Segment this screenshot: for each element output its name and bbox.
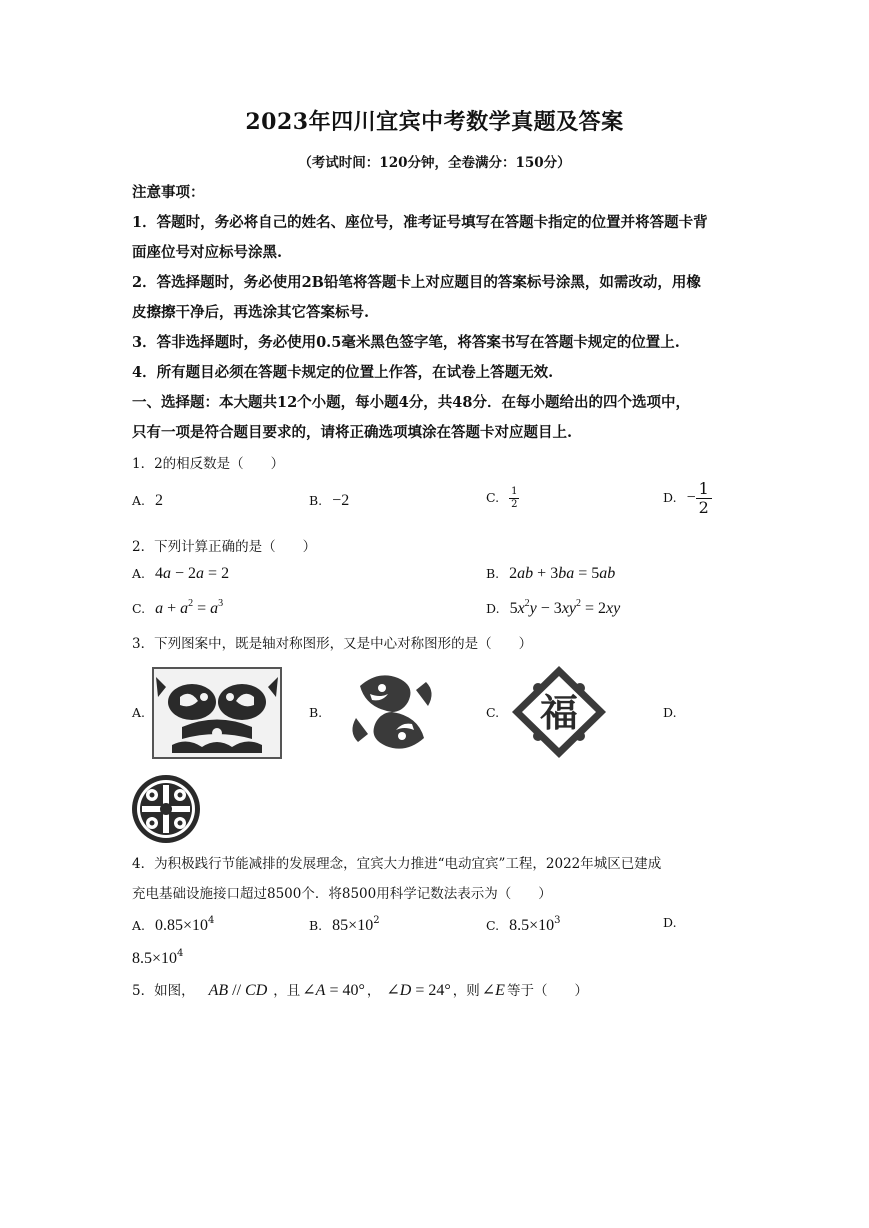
option-label: B. [486,566,500,581]
section-instruction: 只有一项是符合题目要求的，请将正确选项填涂在答题卡对应题目上. [132,424,573,441]
option-value: −2 [332,492,350,509]
q4-option-a [132,915,214,935]
q5-text: ，则 [452,983,480,999]
option-label: C. [486,705,500,720]
expression: ∠A = 40° [302,982,365,999]
q2-option-b [486,565,615,583]
option-value: 85×10 [332,917,374,934]
note-line: 3．答非选择题时，务必使用0.5毫米黑色签字笔，将答案书写在答题卡规定的位置上. [132,334,680,351]
exponent: 3 [554,915,561,926]
q4-option-b [309,915,380,935]
note-line: 皮擦擦干净后，再选涂其它答案标号. [132,304,370,321]
fu-character: 福 [539,691,579,735]
q1-option-c [486,486,519,511]
expression: 4a − 2a = 2 [155,565,230,582]
fu-character-diamond-image [508,662,610,762]
option-label: A. [132,918,146,933]
option-label: C. [132,601,146,616]
expression: $5x^2y - 3xy^2 = 2xy$ [509,598,621,617]
note-line: 1．答题时，务必将自己的姓名、座位号，准考证号填写在答题卡指定的位置并将答题卡背 [132,214,708,231]
exponent: 2 [373,915,380,926]
option-label: C. [486,918,500,933]
q1-option-d [663,480,712,517]
paper-cut-fish-image [152,667,282,759]
q3-option-c-label [486,705,509,721]
option-value: 8.5×10 [509,917,555,934]
option-value: 2 [155,492,164,509]
notes-heading: 注意事项： [132,184,205,201]
q5-text: 等于（ ） [506,983,588,999]
question-3-stem: 3．下列图案中，既是轴对称图形，又是中心对称图形的是（ ） [132,636,533,652]
option-label: D. [486,601,500,616]
expression: ∠D = 24° [386,982,451,999]
exam-info: （考试时间：120分钟，全卷满分：150分） [298,155,571,171]
q5-text: ， [366,983,381,999]
q1-option-a [132,492,163,510]
option-value: 8.5×10 [132,950,178,967]
q5-prefix: 5．如图， [132,983,195,999]
circular-medallion-image [130,773,202,845]
option-label: B. [309,918,323,933]
note-line: 面座位号对应标号涂黑. [132,244,283,261]
numerator: 1 [511,486,518,497]
expression: $a + a^2 = a^3$ [155,598,224,617]
page-title: 2023年四川宜宾中考数学真题及答案 [245,109,624,135]
question-4-stem: 充电基础设施接口超过8500个．将8500用科学记数法表示为（ ） [132,886,552,902]
option-label: C. [486,490,500,505]
q3-option-b-label [309,705,332,721]
note-line: 2．答选择题时，务必使用2B铅笔将答题卡上对应题目的答案标号涂黑，如需改动，用橡 [132,274,701,291]
question-5-stem [132,979,588,1000]
option-label: B. [309,493,323,508]
q2-option-c [132,598,223,618]
question-2-stem: 2．下列计算正确的是（ ） [132,539,317,555]
q5-text: ，且 [273,983,301,999]
option-label: A. [132,566,146,581]
q2-option-a [132,565,229,583]
q2-option-d [486,598,620,618]
note-line: 4．所有题目必须在答题卡规定的位置上作答，在试卷上答题无效. [132,364,554,381]
minus-sign: − [686,489,696,506]
option-label: D. [663,705,677,720]
q4-option-c [486,915,561,935]
question-4-stem: 4．为积极践行节能减排的发展理念，宜宾大力推进“电动宜宾”工程，2022年城区已建成 [132,856,662,872]
denominator: 2 [511,499,518,510]
exponent: 4 [208,915,215,926]
option-label: A. [132,493,146,508]
option-label: A. [132,705,146,720]
option-label: D. [663,490,677,505]
denominator: 2 [698,498,709,517]
q1-option-b [309,492,349,510]
expression: 2ab + 3ba = 5ab [509,565,616,582]
option-label: B. [309,705,323,720]
fraction [509,486,519,511]
paper-cut-swirl-image [346,668,438,756]
expression: ∠E [481,982,505,999]
numerator: 1 [698,479,709,498]
q4-option-d-label [663,915,687,931]
option-value: 0.85×10 [155,917,209,934]
section-instruction: 一、选择题：本大题共12个小题，每小题4分，共48分．在每小题给出的四个选项中， [132,394,690,411]
fraction [696,480,712,517]
q3-option-d-label [663,705,687,721]
exponent: 4 [177,948,184,959]
expression: AB // CD [208,982,268,999]
q4-option-d [132,948,183,968]
question-1-stem: 1．2的相反数是（ ） [132,456,285,472]
option-label: D. [663,915,677,930]
